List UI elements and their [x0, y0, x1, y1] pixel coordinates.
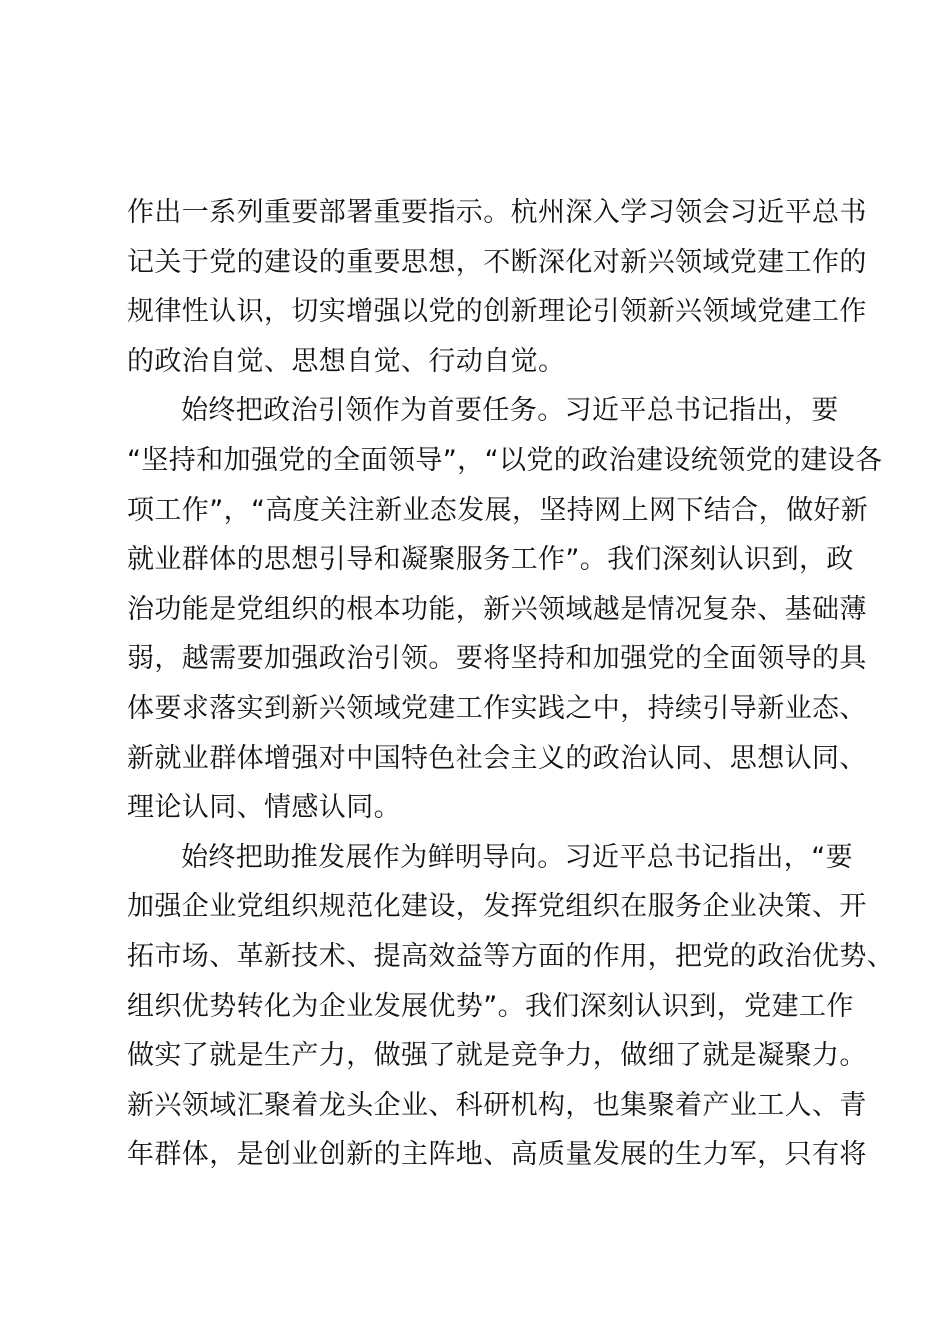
text-line: 的政治自觉、思想自觉、行动自觉。 [127, 345, 566, 377]
text-line: 项工作”，“高度关注新业态发展，坚持网上网下结合，做好新 [127, 494, 869, 526]
text-line: 体要求落实到新兴领域党建工作实践之中，持续引导新业态、 [127, 692, 867, 724]
text-line: 作出一系列重要部署重要指示。杭州深入学习领会习近平总书 [127, 197, 867, 228]
text-line: 拓市场、革新技术、提高效益等方面的作用，把党的政治优势、 [127, 940, 895, 972]
text-line: “坚持和加强党的全面领导”，“以党的政治建设统领党的建设各 [127, 444, 883, 476]
text-line: 年群体，是创业创新的主阵地、高质量发展的生力军，只有将 [127, 1139, 867, 1171]
text-line: 做实了就是生产力，做强了就是竞争力，做细了就是凝聚力。 [127, 1040, 867, 1072]
text-line: 治功能是党组织的根本功能，新兴领域越是情况复杂、基础薄 [127, 593, 867, 625]
text-line: 就业群体的思想引导和凝聚服务工作”。我们深刻认识到，政 [127, 544, 854, 576]
text-line: 规律性认识，切实增强以党的创新理论引领新兴领域党建工作 [127, 296, 867, 328]
body-text [127, 188, 895, 1180]
text-line: 始终把政治引领作为首要任务。习近平总书记指出，要 [181, 395, 839, 427]
text-line: 新兴领域汇聚着龙头企业、科研机构，也集聚着产业工人、青 [127, 1089, 867, 1121]
text-line: 始终把助推发展作为鲜明导向。习近平总书记指出，“要 [181, 841, 853, 873]
text-line: 理论认同、情感认同。 [127, 792, 401, 824]
text-line: 组织优势转化为企业发展优势”。我们深刻认识到，党建工作 [127, 990, 854, 1022]
text-line: 记关于党的建设的重要思想，不断深化对新兴领域党建工作的 [127, 246, 867, 278]
text-line: 加强企业党组织规范化建设，发挥党组织在服务企业决策、开 [127, 891, 867, 923]
text-line: 新就业群体增强对中国特色社会主义的政治认同、思想认同、 [127, 742, 867, 774]
text-line: 弱，越需要加强政治引领。要将坚持和加强党的全面领导的具 [127, 643, 867, 675]
